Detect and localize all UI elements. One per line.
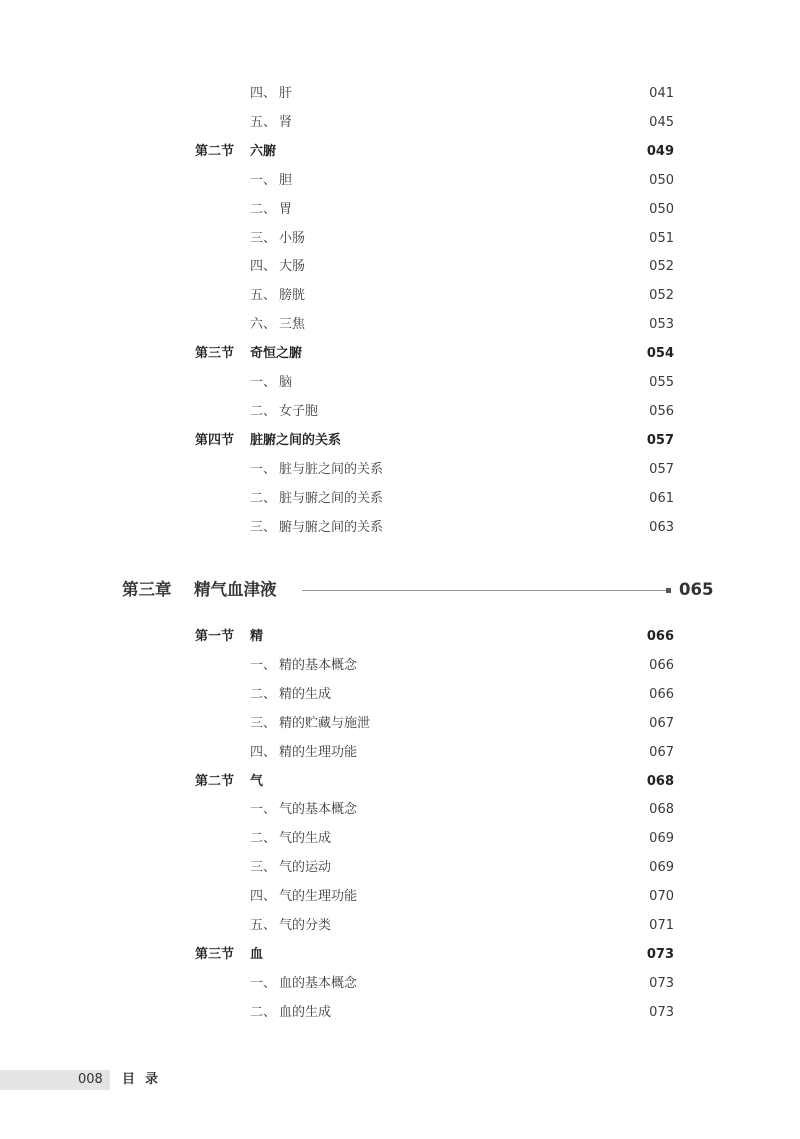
toc-number: 一、 (250, 975, 277, 991)
toc-title: 脏与脏之间的关系 (279, 461, 384, 477)
toc-page: 041 (649, 86, 674, 101)
toc-section-row[interactable] (0, 627, 800, 647)
toc-item-row[interactable] (0, 714, 800, 734)
toc-title: 气 (250, 773, 264, 789)
toc-page: 066 (649, 686, 674, 702)
toc-item-row[interactable] (0, 286, 800, 306)
toc-item-row[interactable] (0, 171, 800, 191)
toc-number: 二、 (250, 490, 277, 506)
toc-number: 四、 (250, 744, 277, 760)
toc-number: 三、 (250, 230, 277, 246)
toc-item-row[interactable] (0, 685, 800, 705)
toc-title: 腑与腑之间的关系 (279, 519, 384, 535)
footer-title: 目录 (122, 1072, 169, 1087)
toc-title: 血 (250, 946, 264, 962)
footer-page-number: 008 (78, 1072, 103, 1087)
toc-item-row[interactable] (0, 402, 800, 422)
toc-page: 070 (649, 889, 674, 905)
toc-number: 二、 (250, 1004, 277, 1020)
toc-page: 051 (649, 230, 674, 246)
toc-section-row[interactable] (0, 945, 800, 965)
chapter-bullet-square (666, 588, 671, 593)
toc-page: 073 (646, 946, 674, 962)
toc-number: 四、 (250, 889, 277, 905)
toc-page: 050 (649, 201, 674, 217)
toc-page: 050 (649, 172, 674, 188)
toc-page: 055 (649, 375, 674, 390)
toc-title: 胃 (279, 201, 293, 217)
toc-item-row[interactable] (0, 460, 800, 480)
toc-title: 精的生成 (279, 686, 332, 702)
toc-item-row[interactable] (0, 887, 800, 907)
toc-page: 069 (649, 831, 674, 847)
toc-title: 脑 (279, 375, 293, 390)
toc-page: 067 (649, 715, 674, 731)
toc-item-row[interactable] (0, 974, 800, 994)
toc-number: 三、 (250, 860, 277, 876)
toc-title: 肝 (279, 86, 293, 101)
toc-item-row[interactable] (0, 518, 800, 538)
toc-section-row[interactable] (0, 344, 800, 364)
toc-section-row[interactable] (0, 431, 800, 451)
toc-title: 胆 (279, 172, 293, 188)
toc-number: 第一节 (195, 629, 235, 644)
toc-page: 066 (646, 629, 674, 644)
toc-page: 052 (649, 259, 674, 275)
toc-number: 第三节 (195, 946, 235, 962)
toc-item-row[interactable] (0, 200, 800, 220)
toc-title: 脏与腑之间的关系 (279, 490, 384, 506)
toc-item-row[interactable] (0, 315, 800, 335)
toc-number: 二、 (250, 201, 277, 217)
toc-page: 061 (649, 490, 674, 506)
chapter-title: 精气血津液 (194, 580, 277, 599)
toc-number: 第二节 (195, 773, 235, 789)
toc-title: 大肠 (279, 259, 306, 275)
toc-item-row[interactable] (0, 84, 800, 104)
toc-page: 067 (649, 744, 674, 760)
toc-title: 气的运动 (279, 860, 332, 876)
toc-number: 四、 (250, 86, 277, 101)
toc-item-row[interactable] (0, 858, 800, 878)
toc-title: 气的分类 (279, 918, 332, 933)
toc-item-row[interactable] (0, 800, 800, 820)
toc-number: 一、 (250, 802, 277, 818)
toc-number: 一、 (250, 375, 277, 390)
toc-page: 073 (649, 1004, 674, 1020)
toc-chapter-row[interactable] (0, 577, 800, 603)
chapter-number: 第三章 (122, 580, 172, 599)
toc-number: 二、 (250, 403, 277, 419)
toc-page: 049 (646, 143, 674, 159)
toc-item-row[interactable] (0, 257, 800, 277)
toc-page: 071 (649, 918, 674, 933)
toc-title: 小肠 (279, 230, 306, 246)
toc-page: 045 (649, 114, 674, 130)
toc-page: 057 (649, 461, 674, 477)
toc-item-row[interactable] (0, 916, 800, 936)
toc-page: 056 (649, 403, 674, 419)
toc-page: 066 (649, 657, 674, 673)
toc-item-row[interactable] (0, 489, 800, 509)
toc-title: 精的贮藏与施泄 (279, 715, 371, 731)
toc-title: 六腑 (250, 143, 277, 159)
toc-title: 血的生成 (279, 1004, 332, 1020)
toc-title: 脏腑之间的关系 (250, 432, 342, 448)
toc-number: 第三节 (195, 346, 235, 362)
toc-page: 073 (649, 975, 674, 991)
toc-number: 四、 (250, 259, 277, 275)
toc-item-row[interactable] (0, 743, 800, 763)
toc-number: 一、 (250, 172, 277, 188)
toc-item-row[interactable] (0, 829, 800, 849)
toc-number: 五、 (250, 114, 277, 130)
toc-title: 奇恒之腑 (250, 346, 303, 362)
toc-number: 三、 (250, 715, 277, 731)
toc-number: 六、 (250, 317, 277, 333)
toc-title: 精的生理功能 (279, 744, 358, 760)
toc-item-row[interactable] (0, 656, 800, 676)
toc-number: 五、 (250, 288, 277, 304)
toc-number: 一、 (250, 461, 277, 477)
toc-number: 二、 (250, 686, 277, 702)
toc-number: 五、 (250, 918, 277, 933)
toc-item-row[interactable] (0, 229, 800, 249)
toc-title: 血的基本概念 (279, 975, 358, 991)
toc-title: 膀胱 (279, 288, 306, 304)
toc-title: 肾 (279, 114, 293, 130)
toc-number: 二、 (250, 831, 277, 847)
toc-page: 053 (649, 317, 674, 333)
toc-page: 068 (649, 802, 674, 818)
toc-page: 068 (646, 773, 674, 789)
toc-title: 气的生成 (279, 831, 332, 847)
toc-page: 054 (646, 346, 674, 362)
toc-title: 气的基本概念 (279, 802, 358, 818)
toc-number: 第二节 (195, 143, 235, 159)
toc-title: 气的生理功能 (279, 889, 358, 905)
chapter-leader-line (302, 590, 666, 591)
toc-page: 069 (649, 860, 674, 876)
toc-item-row[interactable] (0, 1003, 800, 1023)
toc-title: 精 (250, 629, 264, 644)
toc-title: 女子胞 (279, 403, 319, 419)
toc-section-row[interactable] (0, 142, 800, 162)
toc-number: 第四节 (195, 432, 235, 448)
toc-item-row[interactable] (0, 373, 800, 393)
toc-section-row[interactable] (0, 772, 800, 792)
toc-item-row[interactable] (0, 113, 800, 133)
toc-number: 三、 (250, 519, 277, 535)
toc-page: 052 (649, 288, 674, 304)
toc-title: 精的基本概念 (279, 657, 358, 673)
chapter-page: 065 (679, 580, 714, 599)
toc-title: 三焦 (279, 317, 306, 333)
toc-page: 063 (649, 519, 674, 535)
toc-page: 057 (646, 432, 674, 448)
toc-number: 一、 (250, 657, 277, 673)
